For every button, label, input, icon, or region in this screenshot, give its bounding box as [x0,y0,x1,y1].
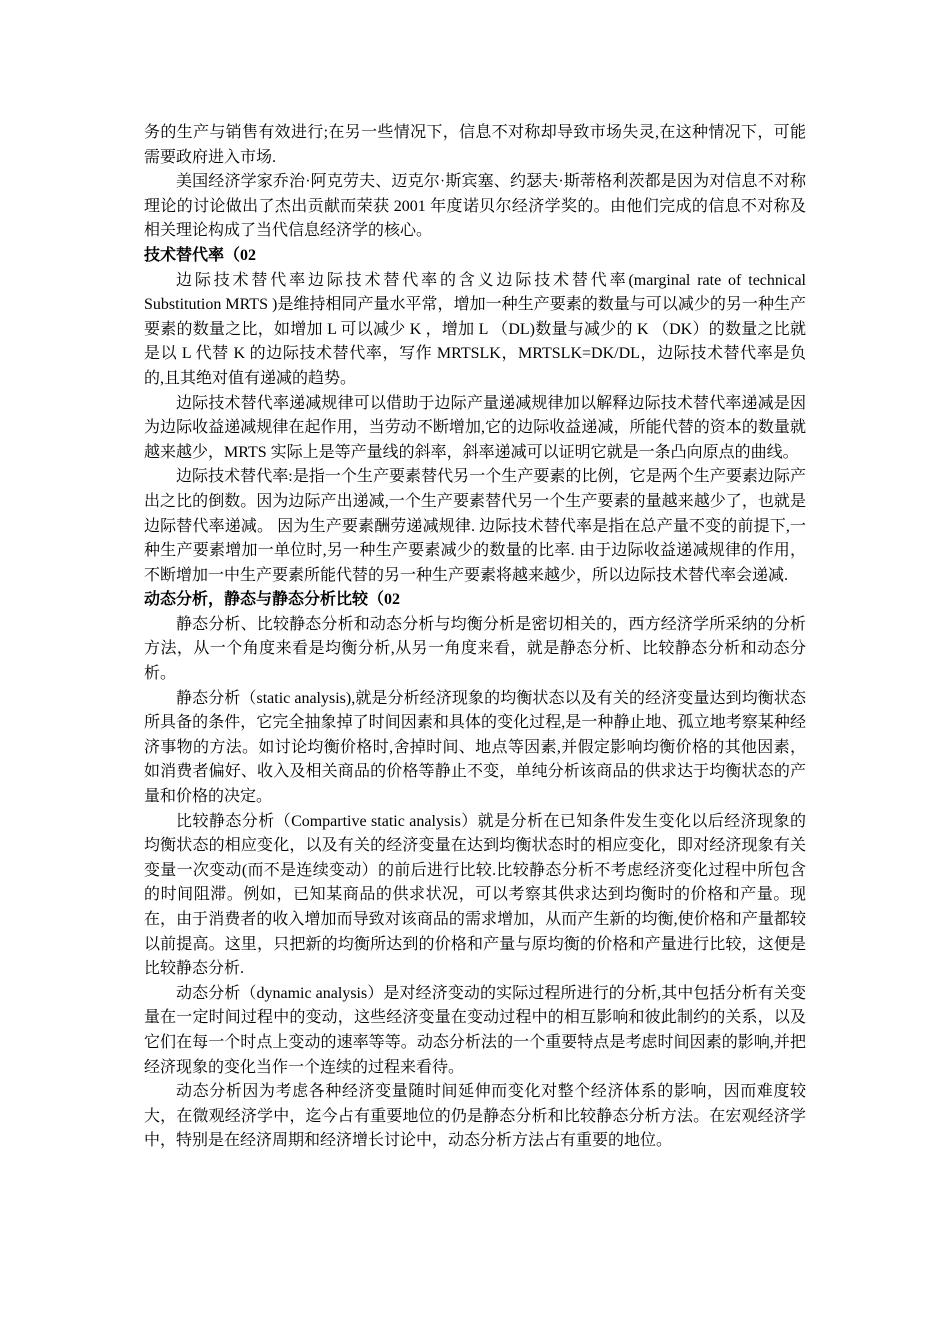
paragraph-nobel-prize: 美国经济学家乔治·阿克劳夫、迈克尔·斯宾塞、约瑟夫·斯蒂格利茨都是因为对信息不对称理论的讨论做出了杰出贡献而荣获 2001 年度诺贝尔经济学奖的。由他们完成的信息不对称及相关理论构成了当代信息经济学的核心。 [144,173,806,240]
paragraph-static-analysis: 静态分析（static analysis),就是分析经济现象的均衡状态以及有关的经济变量达到均衡状态所具备的条件，它完全抽象掉了时间因素和具体的变化过程,是一种静止地、孤立地考察某种经济事物的方法。如讨论均衡价格时,舍掉时间、地点等因素,并假定影响均衡价格的其他因素，如消费者偏好、收入及相关商品的价格等静止不变，单纯分析该商品的供求达于均衡状态的产量和价格的决定。 [144,689,806,806]
paragraph-mrts-diminishing: 边际技术替代率递减规律可以借助于边际产量递减规律加以解释边际技术替代率递减是因为边际收益递减规律在起作用，当劳动不断增加,它的边际收益递减，所能代替的资本的数量就越来越少，MRTS 实际上是等产量线的斜率，斜率递减可以证明它就是一条凸向原点的曲线。 [144,394,806,461]
section-heading-dynamic-static: 动态分析，静态与静态分析比较（02 [144,591,401,609]
document-body [144,121,806,1154]
paragraph-market-failure: 务的生产与销售有效进行;在另一些情况下，信息不对称却导致市场失灵,在这种情况下，可能需要政府进入市场. [144,124,806,166]
paragraph-mrts-definition: 边际技术替代率边际技术替代率的含义边际技术替代率(marginal rate of technical Substitution MRTS )是维持相同产量水平常，增加一种生产要素的数量与可以减少的另一种生产要素的数量之比，如增加 L 可以减少 K ，增加 L （DL)数量与减少的 K （DK）的数量之比就是以 L 代替 K 的边际技术替代率，写作 MRTSLK，MRTSLK=DK/DL，边际技术替代率是负的,且其绝对值有递减的趋势。 [144,271,806,387]
section-heading-mrts: 技术替代率（02 [144,246,257,264]
paragraph-analysis-methods: 静态分析、比较静态分析和动态分析与均衡分析是密切相关的，西方经济学所采纳的分析方法，从一个角度来看是均衡分析,从另一角度来看，就是静态分析、比较静态分析和动态分析。 [144,615,806,683]
paragraph-comparative-static: 比较静态分析（Compartive static analysis）就是分析在已知条件发生变化以后经济现象的均衡状态的相应变化，以及有关的经济变量在达到均衡状态时的相应变化，即对经济现象有关变量一次变动(而不是连续变动）的前后进行比较.比较静态分析不考虑经济变化过程中所包含的时间阻滞。例如，已知某商品的供求状况，可以考察其供求达到均衡时的价格和产量。现在，由于消费者的收入增加而导致对该商品的需求增加，从而产生新的均衡,使价格和产量都较以前提高。这里，只把新的均衡所达到的价格和产量与原均衡的价格和产量进行比较，这便是比较静态分析. [144,812,806,978]
paragraph-dynamic-analysis: 动态分析（dynamic analysis）是对经济变动的实际过程所进行的分析,其中包括分析有关变量在一定时间过程中的变动，这些经济变量在变动过程中的相互影响和彼此制约的关系，以及它们在每一个时点上变动的速率等等。动态分析法的一个重要特点是考虑时间因素的影响,并把经济现象的变化当作一个连续的过程来看待。 [144,984,806,1076]
paragraph-dynamic-importance: 动态分析因为考虑各种经济变量随时间延伸而变化对整个经济体系的影响，因而难度较大，在微观经济学中，迄今占有重要地位的仍是静态分析和比较静态分析方法。在宏观经济学中，特别是在经济周期和经济增长讨论中，动态分析方法占有重要的地位。 [144,1083,806,1150]
paragraph-mrts-explanation: 边际技术替代率:是指一个生产要素替代另一个生产要素的比例，它是两个生产要素边际产出之比的倒数。因为边际产出递减,一个生产要素替代另一个生产要素的量越来越少了，也就是边际替代率递减。 因为生产要素酬劳递减规律. 边际技术替代率是指在总产量不变的前提下,一种生产要素增加一单位时,另一种生产要素减少的数量的比率. 由于边际收益递减规律的作用，不断增加一中生产要素所能代替的另一种生产要素将越来越少，所以边际技术替代率会递减. [144,468,806,584]
